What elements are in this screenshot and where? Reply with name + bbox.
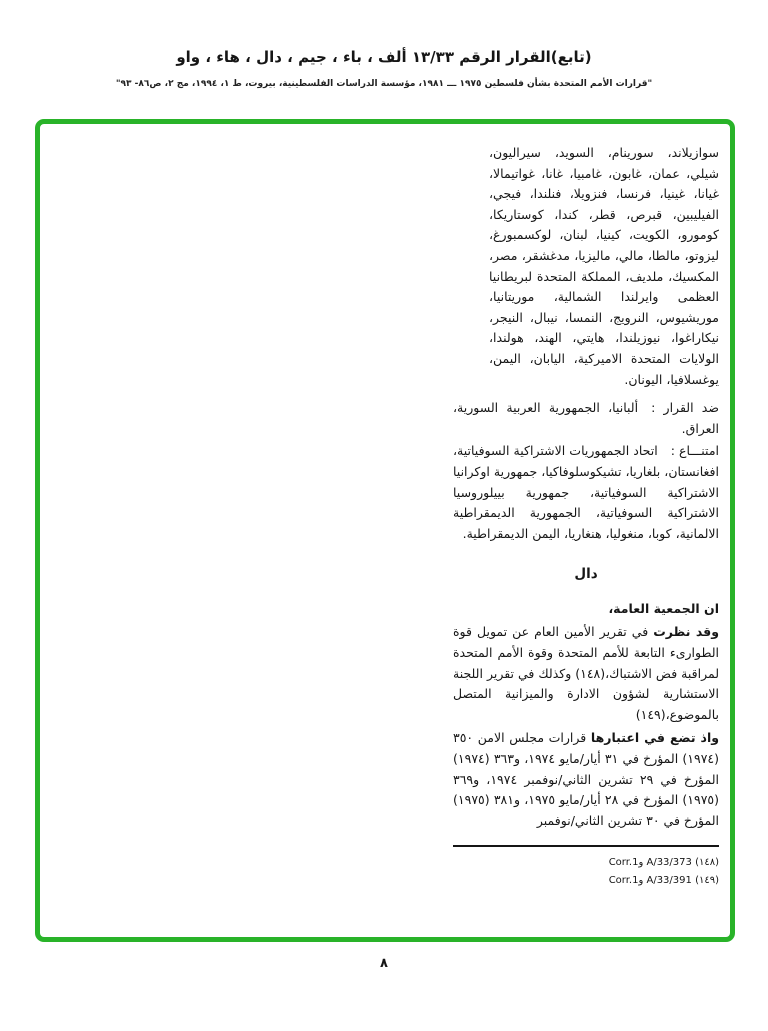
footnote-148 bbox=[453, 854, 719, 872]
footnote-149 bbox=[453, 872, 719, 890]
document-title: (تابع)القرار الرقم ١٣/٣٣ ألف ، باء ، جيم ، دال ، هاء ، واو bbox=[176, 48, 592, 66]
section-heading-dal: دال bbox=[574, 566, 598, 583]
vote-against-line bbox=[453, 398, 719, 439]
vote-abstain-text: اتحاد الجمهوريات الاشتراكية السوفياتية، افغانستان، بلغاريا، تشيكوسلوفاكيا، جمهورية اوكرانيا الاشتراكية السوفياتية، جمهورية بييلوروسيا الاشتراكية السوفياتية، الجمهورية الديمقراطية الالمانية، كوبا، منغوليا، هنغاريا، اليمن الديمقراطية. bbox=[453, 443, 719, 541]
source-citation: "قرارات الأمم المتحدة بشأن فلسطين ١٩٧٥ ـــ ١٩٨١، مؤسسة الدراسات الفلسطينية، بيروت، ط ١، ١٩٩٤، مج ٢، ص٨٦- ٩٣" bbox=[115, 79, 653, 89]
assembly-opening-line: ان الجمعية العامة، bbox=[608, 600, 719, 616]
vote-against-text: ألبانيا، الجمهورية العربية السورية، العراق. bbox=[453, 400, 719, 436]
footnotes-section bbox=[453, 845, 719, 889]
paragraph-considered-report bbox=[453, 622, 719, 725]
vote-abstain-label: امتنـــاع : bbox=[670, 443, 719, 459]
footnote-148-ref: A/33/373 وCorr.1 bbox=[608, 857, 692, 868]
paragraph-bearing-lead: واذ تضع في اعتبارها bbox=[590, 730, 719, 746]
paragraph-considered-lead: وقد نظرت bbox=[653, 624, 719, 640]
footnote-149-number: (١٤٩) bbox=[695, 874, 719, 886]
footnote-divider bbox=[453, 845, 719, 847]
paragraph-bearing-in-mind bbox=[453, 728, 719, 831]
paragraph-bearing-text: قرارات مجلس الامن ٣٥٠ (١٩٧٤) المؤرخ في ٣١ أيار/مايو ١٩٧٤، و٣٦٣ (١٩٧٤) المؤرخ في ٢٩ تشرين الثاني/نوفمبر ١٩٧٤، و٣٦٩ (١٩٧٥) المؤرخ في ٢٨ أيار/مايو ١٩٧٥، و٣٨١ (١٩٧٥) المؤرخ في ٣٠ تشرين الثاني/نوفمبر bbox=[453, 730, 720, 828]
vote-in-favour-countries: سوازيلاند، سورينام، السويد، سيراليون، شيلي، عمان، غابون، غامبيا، غانا، غواتيمالا، غيانا، غينيا، فرنسا، فنزويلا، فنلندا، فيجي، الفيليبين، قبرص، قطر، كندا، كوستاريكا، كومورو، الكويت، كينيا، لبنان، لوكسمبورغ، ليزوتو، مالطا، مالي، ماليزيا، مدغشقر، مصر، المكسيك، ملديف، المملكة المتحدة لبريطانيا العظمى وايرلندا الشمالية، موريتانيا، موريشيوس، النرويج، النمسا، نيبال، النيجر، نيكاراغوا، نيوزيلندا، هايتي، الهند، هولندا، الولايات المتحدة الاميركية، اليابان، اليمن، يوغسلافيا، اليونان. bbox=[489, 145, 719, 387]
footnote-148-number: (١٤٨) bbox=[695, 857, 719, 868]
vote-against-label: ضد القرار : bbox=[651, 400, 719, 416]
vote-abstain-line bbox=[453, 441, 719, 544]
document-body bbox=[453, 143, 719, 889]
page-number: ٨ bbox=[380, 956, 388, 971]
footnote-149-ref: A/33/391 وCorr.1 bbox=[608, 874, 692, 886]
paragraph-considered-text: في تقرير الأمين العام عن تمويل قوة الطوارىء التابعة للأمم المتحدة وقوة الأمم المتحدة لمراقبة فض الاشتباك،(١٤٨) وكذلك في تقرير اللجنة الاستشارية لشؤون الادارة والميزانية المتصل بالموضوع،(١٤٩) bbox=[453, 624, 720, 722]
